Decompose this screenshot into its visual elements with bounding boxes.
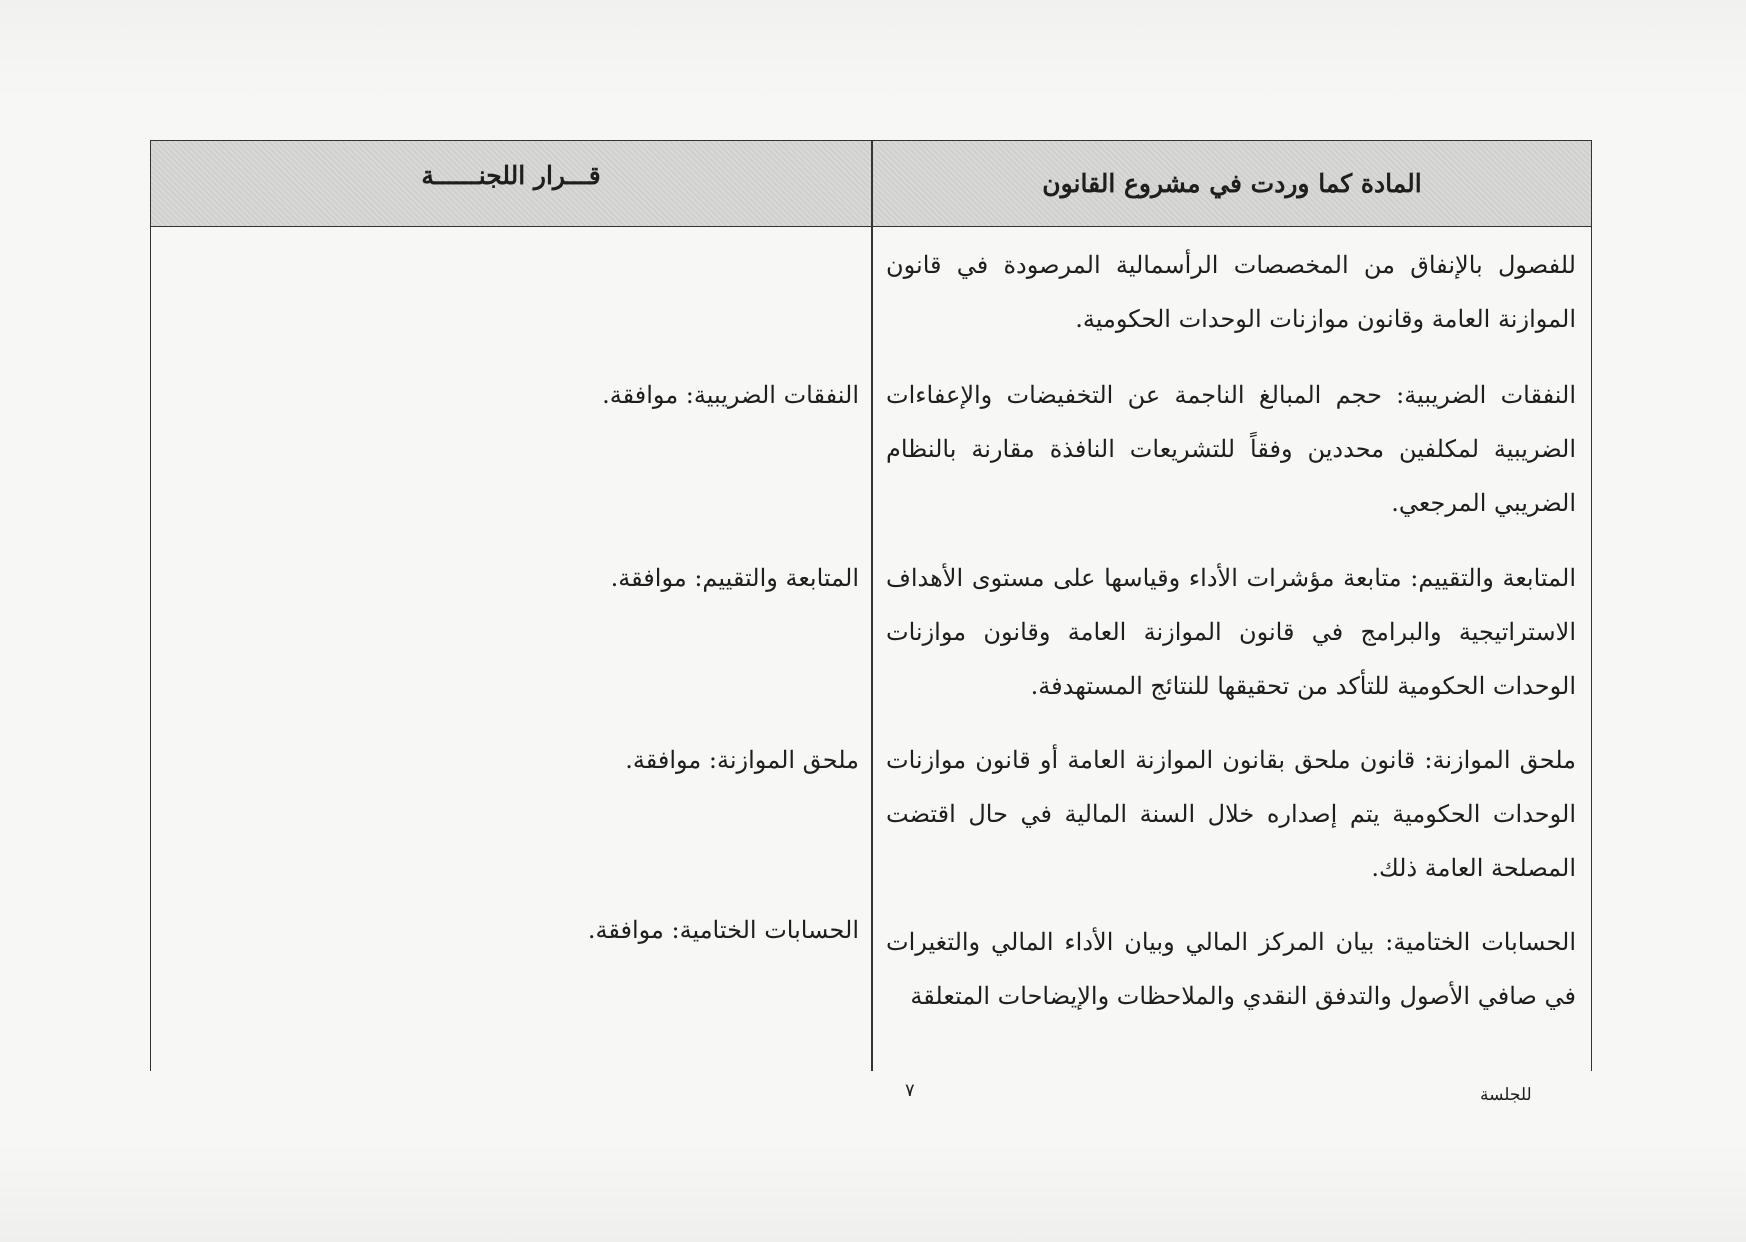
page-number: ٧ — [905, 1080, 915, 1101]
article-row-1: للفصول بالإنفاق من المخصصات الرأسمالية المرصودة في قانون الموازنة العامة وقانون موازنات الوحدات الحكومية. — [886, 251, 1576, 333]
comparison-table — [150, 140, 1592, 1071]
article-row-3: المتابعة والتقييم: متابعة مؤشرات الأداء وقياسها على مستوى الأهداف الاستراتيجية والبرامج في قانون الموازنة العامة وقانون موازنات الوحدات الحكومية للتأكد من تحقيقها للنتائج المستهدفة. — [886, 564, 1576, 700]
header-committee-decision: قـــرار اللجنــــــة — [421, 161, 601, 190]
decision-row-5: الحسابات الختامية: موافقة. — [587, 916, 859, 944]
article-row-4: ملحق الموازنة: قانون ملحق بقانون الموازنة العامة أو قانون موازنات الوحدات الحكومية يتم إصداره خلال السنة المالية في حال اقتضت المصلحة العامة ذلك. — [886, 746, 1576, 882]
article-row-2: النفقات الضريبية: حجم المبالغ الناجمة عن التخفيضات والإعفاءات الضريبية لمكلفين محددين وفقاً للتشريعات النافذة مقارنة بالنظام الضريبي المرجعي. — [886, 381, 1576, 517]
decision-row-2: النفقات الضريبية: موافقة. — [602, 381, 859, 409]
column-divider — [871, 141, 873, 1071]
header-article-text: المادة كما وردت في مشروع القانون — [1042, 169, 1422, 198]
decision-row-3: المتابعة والتقييم: موافقة. — [610, 564, 859, 592]
article-row-5: الحسابات الختامية: بيان المركز المالي وبيان الأداء المالي والتغيرات في صافي الأصول والتدفق النقدي والملاحظات والإيضاحات المتعلقة — [886, 928, 1576, 1010]
decision-row-4: ملحق الموازنة: موافقة. — [625, 746, 859, 774]
continuation-word: للجلسة — [1480, 1085, 1532, 1105]
